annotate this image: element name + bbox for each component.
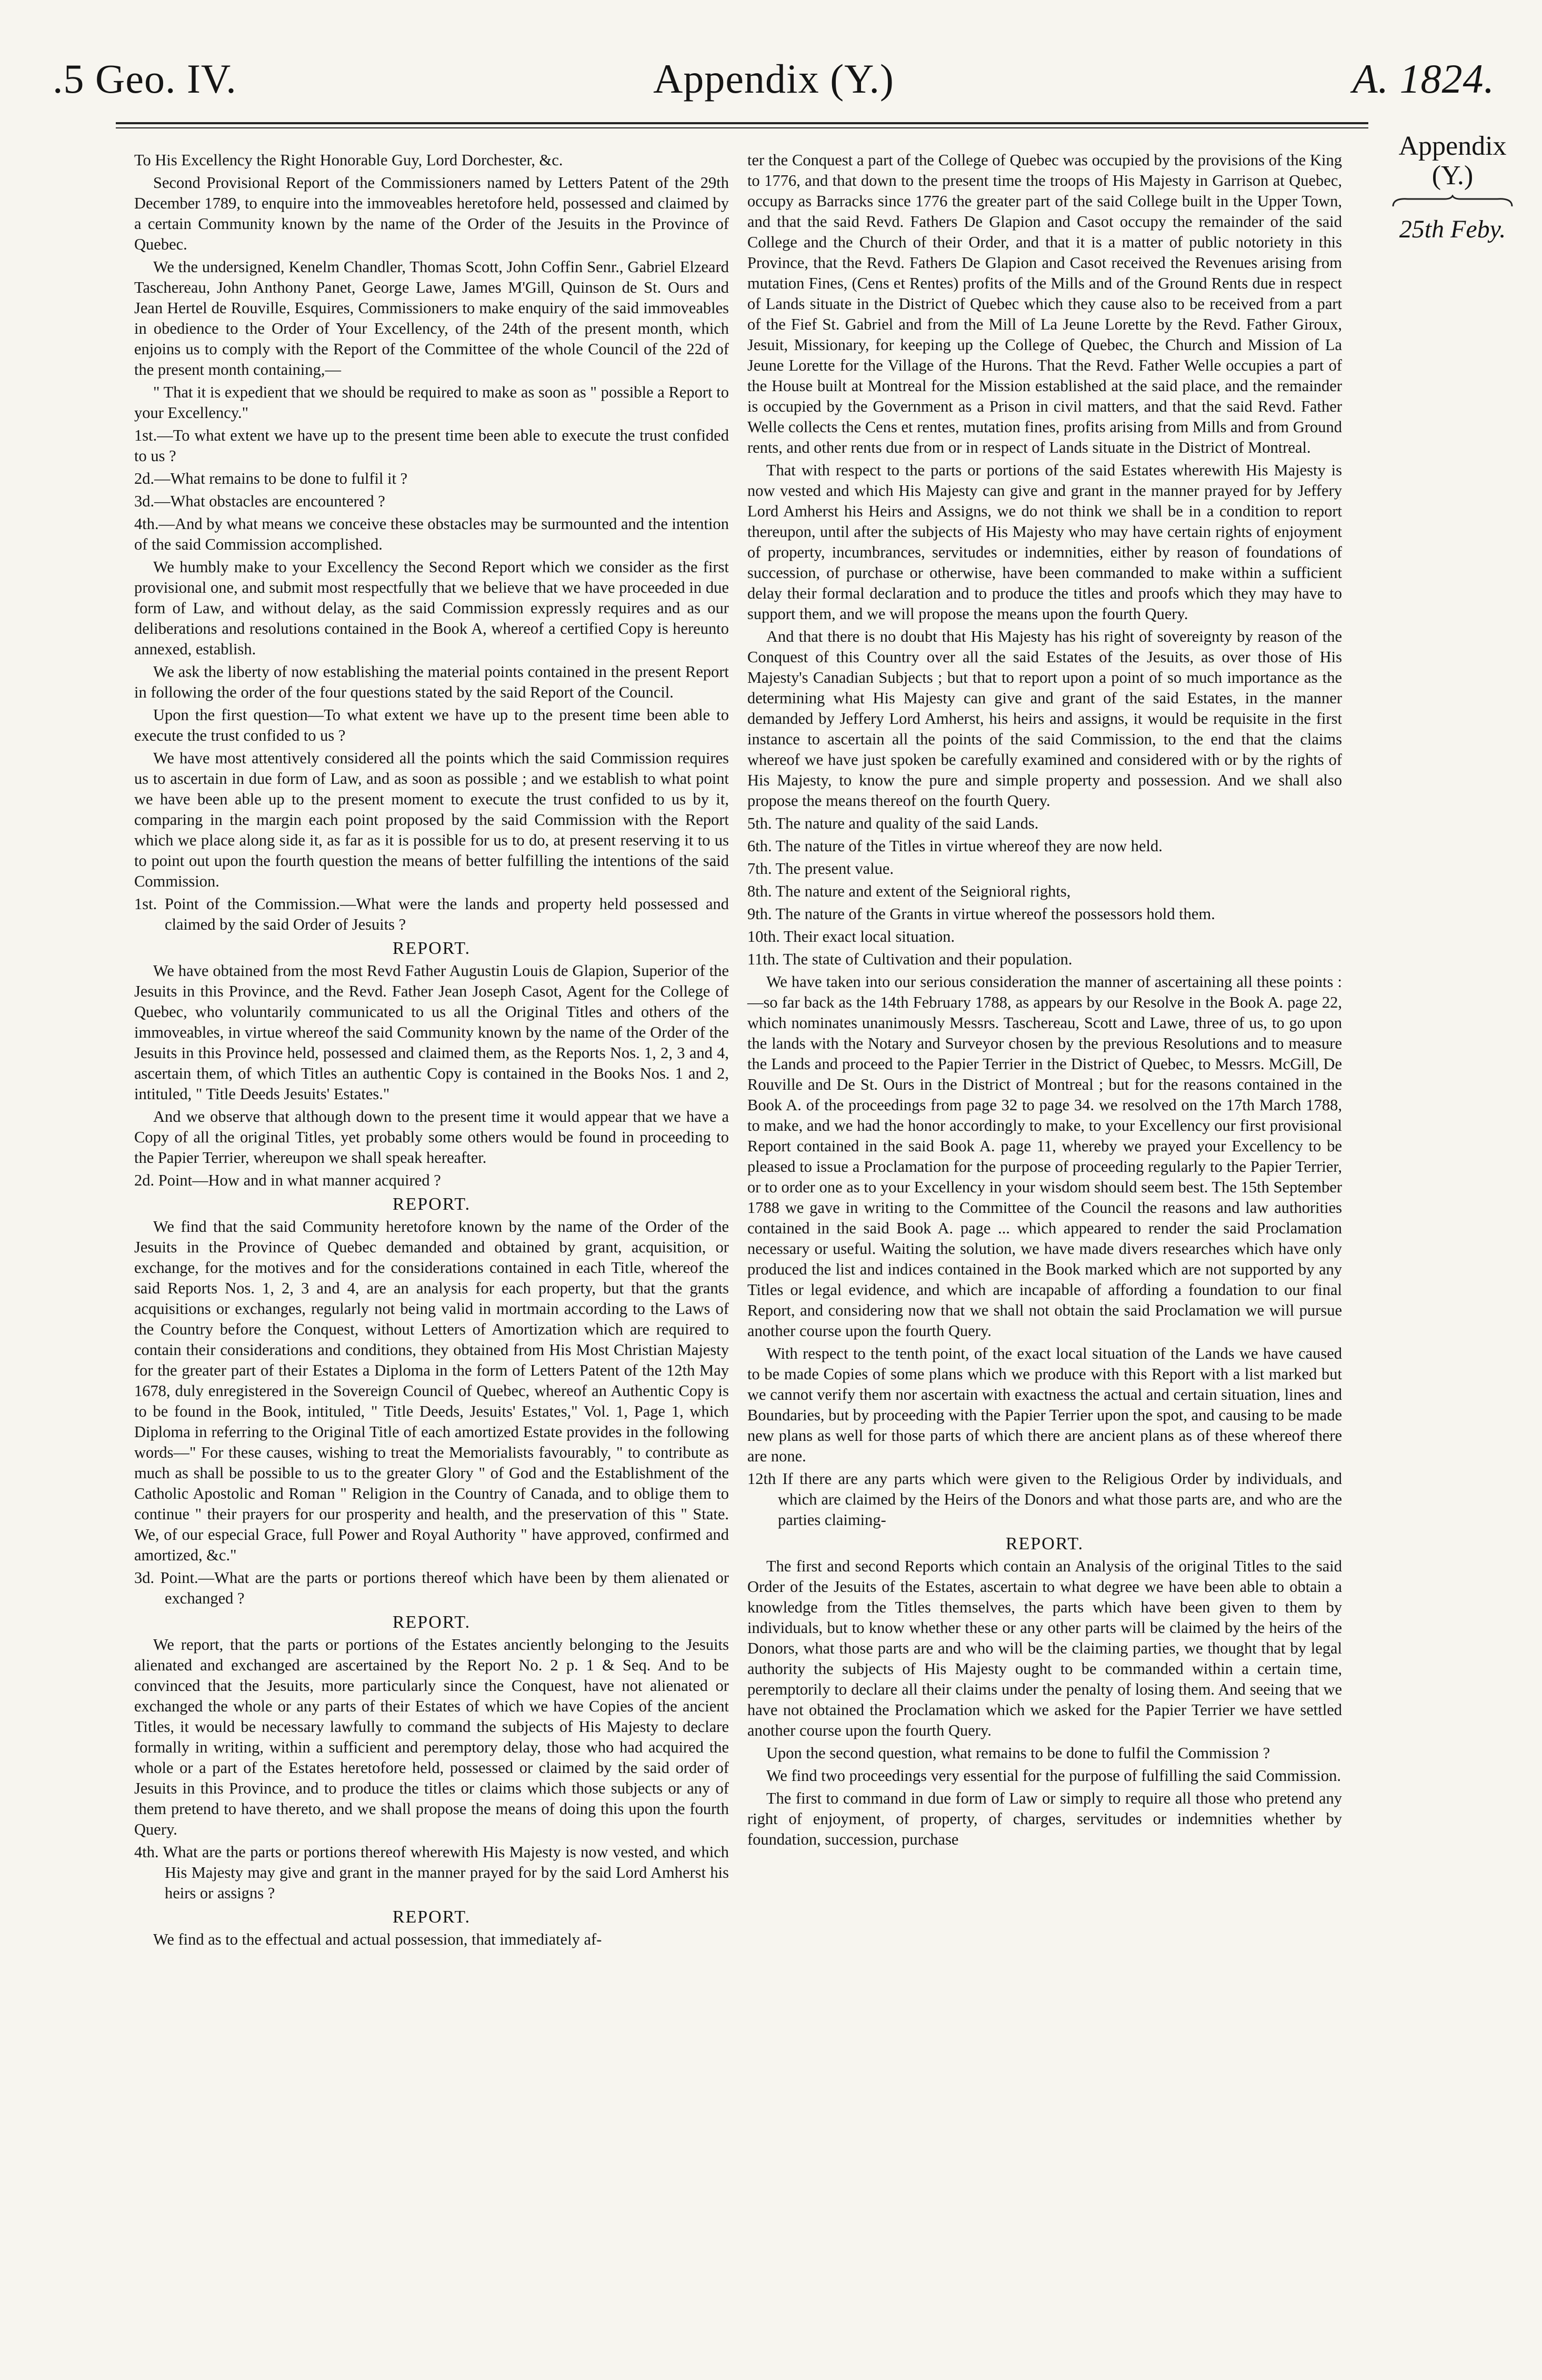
margin-appendix: Appendix <box>1398 131 1507 161</box>
paragraph: 9th. The nature of the Grants in virtue whereof the possessors hold them. <box>747 905 1215 923</box>
report-heading: REPORT. <box>1005 1534 1084 1554</box>
paragraph: 5th. The nature and quality of the said Lands. <box>747 814 1039 832</box>
query-point <box>134 1170 729 1191</box>
paragraph: That with respect to the parts or portions of the said Estates wherewith His Majesty is now vested and which His Majesty can give and grant in the manner prayed for by Jeffery Lord Amherst his Heirs and Assigns, we do not think we shall be in a condition to report thereupon, until after the subjects of His Majesty who may have certain rights of enjoyment of property, incumbrances, servitudes or indemnities, either by reason of foundations of succession, of purchase or otherwise, have been commanded to make within a sufficient delay their formal declaration and to produce the titles and proofs which they may have to support them, and we will propose the means upon the fourth Query. <box>747 461 1342 623</box>
paragraph: We find that the said Community heretofore known by the name of the Order of the Jesuits in the Province of Quebec demanded and obtained by grant, acquisition, or exchange, for the motives and for the considerations contained in each Title, whereof the said Reports Nos. 1, 2, 3 and 4, are an analysis for each property, but that the grants acquisitions or exchanges, regularly not being valid in mortmain according to the Laws of the Country before the Conquest, without Letters of Amortization which are required to contain their considerations and conditions, they obtained from His Most Christian Majesty for the greater part of their Estates a Diploma in the form of Letters Patent of the 12th May 1678, duly enregistered in the Sovereign Council of Quebec, whereof an Authentic Copy is to be found in the Book, intituled, " Title Deeds, Jesuits' Estates," Vol. 1, Page 1, which Diploma in referring to the Original Title of each amortized Estate provides in the following words—" For these causes, wishing to treat the Memorialists favourably, " to contribute as much as shall be possible to us to the greater Glory " of God and the Establishment of the Catholic Apostolic and Roman " Religion in the Country of Canada, and to oblige them to continue " their prayers for our prosperity and health, and the preservation of this " State. We, of our especial Grace, full Power and Royal Authority " have approved, confirmed and amortized, &c." <box>134 1218 729 1564</box>
right-column <box>747 150 1342 1852</box>
paragraph: 8th. The nature and extent of the Seignioral rights, <box>747 882 1071 900</box>
page-header <box>53 55 1495 113</box>
paragraph: We find two proceedings very essential for the purpose of fulfilling the said Commission. <box>766 1767 1341 1785</box>
year: A. 1824. <box>1352 56 1495 102</box>
paragraph: We humbly make to your Excellency the Second Report which we consider as the first provisional one, and submit most respectfully that we believe that we have proceeded in due form of Law, and without delay, as the said Commission expressly requires and as our deliberations and resolutions contained in the Book A, whereof a certified Copy is hereunto annexed, establish. <box>134 558 729 658</box>
paragraph: With respect to the tenth point, of the exact local situation of the Lands we have caused to be made Copies of some plans which we produce with this Report with a list marked but we cannot verify them nor ascertain with exactness the actual and certain situation, lines and Boundaries, but by proceeding with the Papier Terrier upon the spot, and causing to be made new plans as well for those parts of which there are ancient plans as of these whereof there are none. <box>747 1345 1342 1465</box>
query-point <box>134 894 729 935</box>
paragraph: Second Provisional Report of the Commissioners named by Letters Patent of the 29th December 1789, to enquire into the immoveables heretofore held, possessed and claimed by a certain Community known by the name of the Order of the Jesuits in the Province of Quebec. <box>134 174 729 253</box>
paragraph: We report, that the parts or portions of the Estates anciently belonging to the Jesuits alienated and exchanged are ascertained by the Report No. 2 p. 1 & Seq. And to be convinced that the Jesuits, more particularly since the Conquest, have not alienated or exchanged the whole or any parts of their Estates of which we have Copies of the ancient Titles, it would be necessary lawfully to command the subjects of His Majesty to declare formally in writing, within a sufficient and peremptory delay, those who had acquired the whole or a part of the Estates heretofore held, possessed or claimed by the said order of Jesuits in this Province, and to produce the titles or claims which those subjects or any of them pretend to have thereto, and we shall propose the means of doing this upon the fourth Query. <box>134 1636 729 1838</box>
paragraph: We the undersigned, Kenelm Chandler, Thomas Scott, John Coffin Senr., Gabriel Elzeard Taschereau, John Anthony Panet, George Lawe, James M'Gill, Quinson de St. Ours and Jean Hertel de Rouville, Esquires, Commissioners to make enquiry of the said immoveables in obedience to the Order of Your Excellency, of the 24th of the present month, which enjoins us to comply with the Report of the Committee of the whole Council of the 22d of the present month containing,— <box>134 258 729 379</box>
paragraph: The first to command in due form of Law or simply to require all those who pretend any right of enjoyment, of property, of charges, servitudes or indemnities whether by foundation, succession, purchase <box>747 1789 1342 1848</box>
paragraph: We find as to the effectual and actual possession, that immediately af- <box>153 1930 602 1948</box>
point-number: 2d. <box>134 1171 155 1189</box>
paragraph: We have most attentively considered all the points which the said Commission requires us to ascertain in due form of Law, and as soon as possible ; and we establish to what point we have been able up to the present moment to execute the trust confided to us by it, comparing in the margin each point proposed by the said Commission with the Report which we place along side it, as far as it is possible for us to do, at present reserving it to us to point out upon the fourth question the means of better fulfilling the intentions of the said Commission. <box>134 749 729 890</box>
paragraph: And we observe that although down to the present time it would appear that we have a Copy of all the original Titles, yet probably some others would be found in proceeding to the Papier Terrier, whereupon we shall speak hereafter. <box>134 1108 729 1167</box>
point-number: 3d. <box>134 1569 155 1587</box>
paragraph: 1st.—To what extent we have up to the present time been able to execute the trust confided to us ? <box>134 426 729 465</box>
header-rule-thin <box>116 127 1368 128</box>
paragraph: The first and second Reports which contain an Analysis of the original Titles to the said Order of the Jesuits of the Estates, ascertain to what degree we have been able to obtain a knowledge from the Titles themselves, the parts which have been given to them by individuals, but to know whether these or any other parts will be claimed by the heirs of the Donors, what those parts are and who will be the claiming parties, we thought that by legal authority the subjects of His Majesty ought to be commanded within a certain time, peremptorily to declare all their claims under the penalty of losing them. And seeing that we have not obtained the Proclamation which we asked for the Papier Terrier we have settled another course upon the fourth Query. <box>747 1557 1342 1739</box>
paragraph: 4th.—And by what means we conceive these obstacles may be surmounted and the intention of the said Commission accomplished. <box>134 515 729 553</box>
paragraph: 7th. The present value. <box>747 860 894 878</box>
paragraph: We have taken into our serious consideration the manner of ascertaining all these points :—so far back as the 14th February 1788, as appears by our Resolve in the Book A. page 22, which nominates unanimously Messrs. Taschereau, Scott and Lawe, three of us, to go upon the lands with the Notary and Surveyor chosen by the previous Resolutions and to measure the Lands and proceed to the Papier Terrier in the District of Quebec, to Messrs. McGill, De Rouville and De St. Ours in the District of Montreal ; but for the reasons contained in the Book A. of the proceedings from page 32 to page 34. we resolved on the 17th March 1788, to make, and we had the honor accordingly to make, to your Excellency our first provisional Report contained in the said Book A. page 11, whereby we prayed your Excellency to be pleased to issue a Proclamation for the purpose of proceeding regularly to the Papier Terrier, or to order one as to your Excellency in your wisdom should seem best. The 15th September 1788 we gave in writing to the Committee of the Council the reasons and law authorities contained in the said Book A. page ... which appeared to render the said Proclamation necessary or useful. Waiting the solution, we have made divers researches which have only produced the list and indices contained in the Book marked which are not supported by any Titles or legal evidence, and which are incapable of affording a foundation to our final Report, and considering now that we shall not obtain the said Proclamation we will pursue another course upon the fourth Query. <box>747 973 1342 1340</box>
point-text: Point.—What are the parts or portions thereof which have been by them alienated or exchanged ? <box>160 1569 729 1607</box>
regnal-year: .5 Geo. IV. <box>53 56 237 102</box>
point-text: Point—How and in what manner acquired ? <box>158 1171 441 1189</box>
margin-note <box>1374 132 1531 244</box>
address-line: To His Excellency the Right Honorable Guy, Lord Dorchester, &c. <box>134 151 563 169</box>
report-heading: REPORT. <box>392 1194 471 1214</box>
point-number: 1st. <box>134 895 157 913</box>
paragraph: 11th. The state of Cultivation and their population. <box>747 950 1073 968</box>
margin-letter: (Y.) <box>1431 161 1474 191</box>
query-point <box>134 1842 729 1904</box>
query-point <box>747 1469 1342 1530</box>
paragraph: 10th. Their exact local situation. <box>747 928 955 945</box>
paragraph: 2d.—What remains to be done to fulfil it ? <box>134 470 408 487</box>
point-number: 4th. <box>134 1843 159 1861</box>
point-text: If there are any parts which were given to the Religious Order by individuals, and which are claimed by the Heirs of the Donors and what those parts are, and who are the parties claiming- <box>778 1470 1342 1529</box>
paragraph: We have obtained from the most Revd Father Augustin Louis de Glapion, Superior of the Jesuits in this Province, and the Revd. Father Jean Joseph Casot, Agent for the College of Quebec, who voluntarily communicated to us all the Original Titles and others of the immoveables, in virtue whereof the said Community known by the name of the Order of the Jesuits in this Province held, possessed and claimed them, as the Reports Nos. 1, 2, 3 and 4, ascertain them, of which Titles an authentic Copy is contained in the Books Nos. 1 and 2, intituled, " Title Deeds Jesuits' Estates." <box>134 962 729 1103</box>
paragraph: " That it is expedient that we should be required to make as soon as " possible a Report to your Excellency." <box>134 383 729 422</box>
margin-date: 25th Feby. <box>1399 215 1506 243</box>
point-text: Point of the Commission.—What were the lands and property held possessed and claimed by the said Order of Jesuits ? <box>164 895 729 933</box>
paragraph: ter the Conquest a part of the College of Quebec was occupied by the provisions of the King to 1776, and that down to the present time the troops of His Majesty in Garrison at Quebec, occupy as Barracks since 1776 the greater part of the said College built in the Upper Town, and that the said Revd. Fathers De Glapion and Casot occupy the remainder of the said College and the Church of their Order, and that it is a matter of public notoriety in this Province, that the Revd. Fathers De Glapion and Casot received the Revenues arising from mutation Fines, (Cens et Rentes) profits of the Mills and of the Ground Rents due in respect of Lands situate in the District of Quebec which they cause also to be received from a part of the Fief St. Gabriel and from the Mill of La Jeune Lorette by the Revd. Father Giroux, Jesuit, Missionary, for keeping up the College of Quebec, the Church and Mission of La Jeune Lorette for the Village of the Hurons. That the Revd. Father Welle occupies a part of the House built at Montreal for the Mission established at the said place, and the remainder is occupied by the Government as a Prison in civil matters, and that the said Revd. Father Welle collects the Cens et rentes, mutation fines, profits arising from Mills and from Ground rents, and other rents due from or in respect of Lands situate in the District of Montreal. <box>747 151 1342 456</box>
appendix-title: Appendix (Y.) <box>653 56 894 102</box>
header-rule-thick <box>116 122 1368 124</box>
paragraph: Upon the second question, what remains to be done to fulfil the Commission ? <box>766 1744 1270 1762</box>
report-heading: REPORT. <box>392 1612 471 1632</box>
left-column <box>134 150 729 1952</box>
brace-icon <box>1392 195 1513 207</box>
point-text: What are the parts or portions thereof wherewith His Majesty is now vested, and which His Majesty may give and grant in the manner prayed for by the said Lord Amherst his heirs or assigns ? <box>163 1843 729 1902</box>
paragraph: 3d.—What obstacles are encountered ? <box>134 492 385 510</box>
report-heading: REPORT. <box>392 939 471 958</box>
point-number: 12th <box>747 1470 776 1488</box>
paragraph: 6th. The nature of the Titles in virtue whereof they are now held. <box>747 837 1163 855</box>
paragraph: Upon the first question—To what extent we have up to the present time been able to execute the trust confided to us ? <box>134 706 729 744</box>
paragraph: We ask the liberty of now establishing the material points contained in the present Report in following the order of the four questions stated by the said Report of the Council. <box>134 663 729 701</box>
report-heading: REPORT. <box>392 1907 471 1927</box>
query-point <box>134 1568 729 1609</box>
paragraph: And that there is no doubt that His Majesty has his right of sovereignty by reason of the Conquest of this Country over all the said Estates of the Jesuits, as over those of His Majesty's Canadian Subjects ; but that to report upon a point of so much importance as the determining what His Majesty can give and grant of the said Estates, in the manner demanded by Jeffery Lord Amherst, his heirs and assigns, it would be requisite in the first instance to ascertain all the points of the said Commission, to the end that the claims whereof we have just spoken be carefully examined and considered with or by the rights of His Majesty, to know the pure and simple property and possession. And we shall also propose the means thereof on the fourth Query. <box>747 628 1342 810</box>
